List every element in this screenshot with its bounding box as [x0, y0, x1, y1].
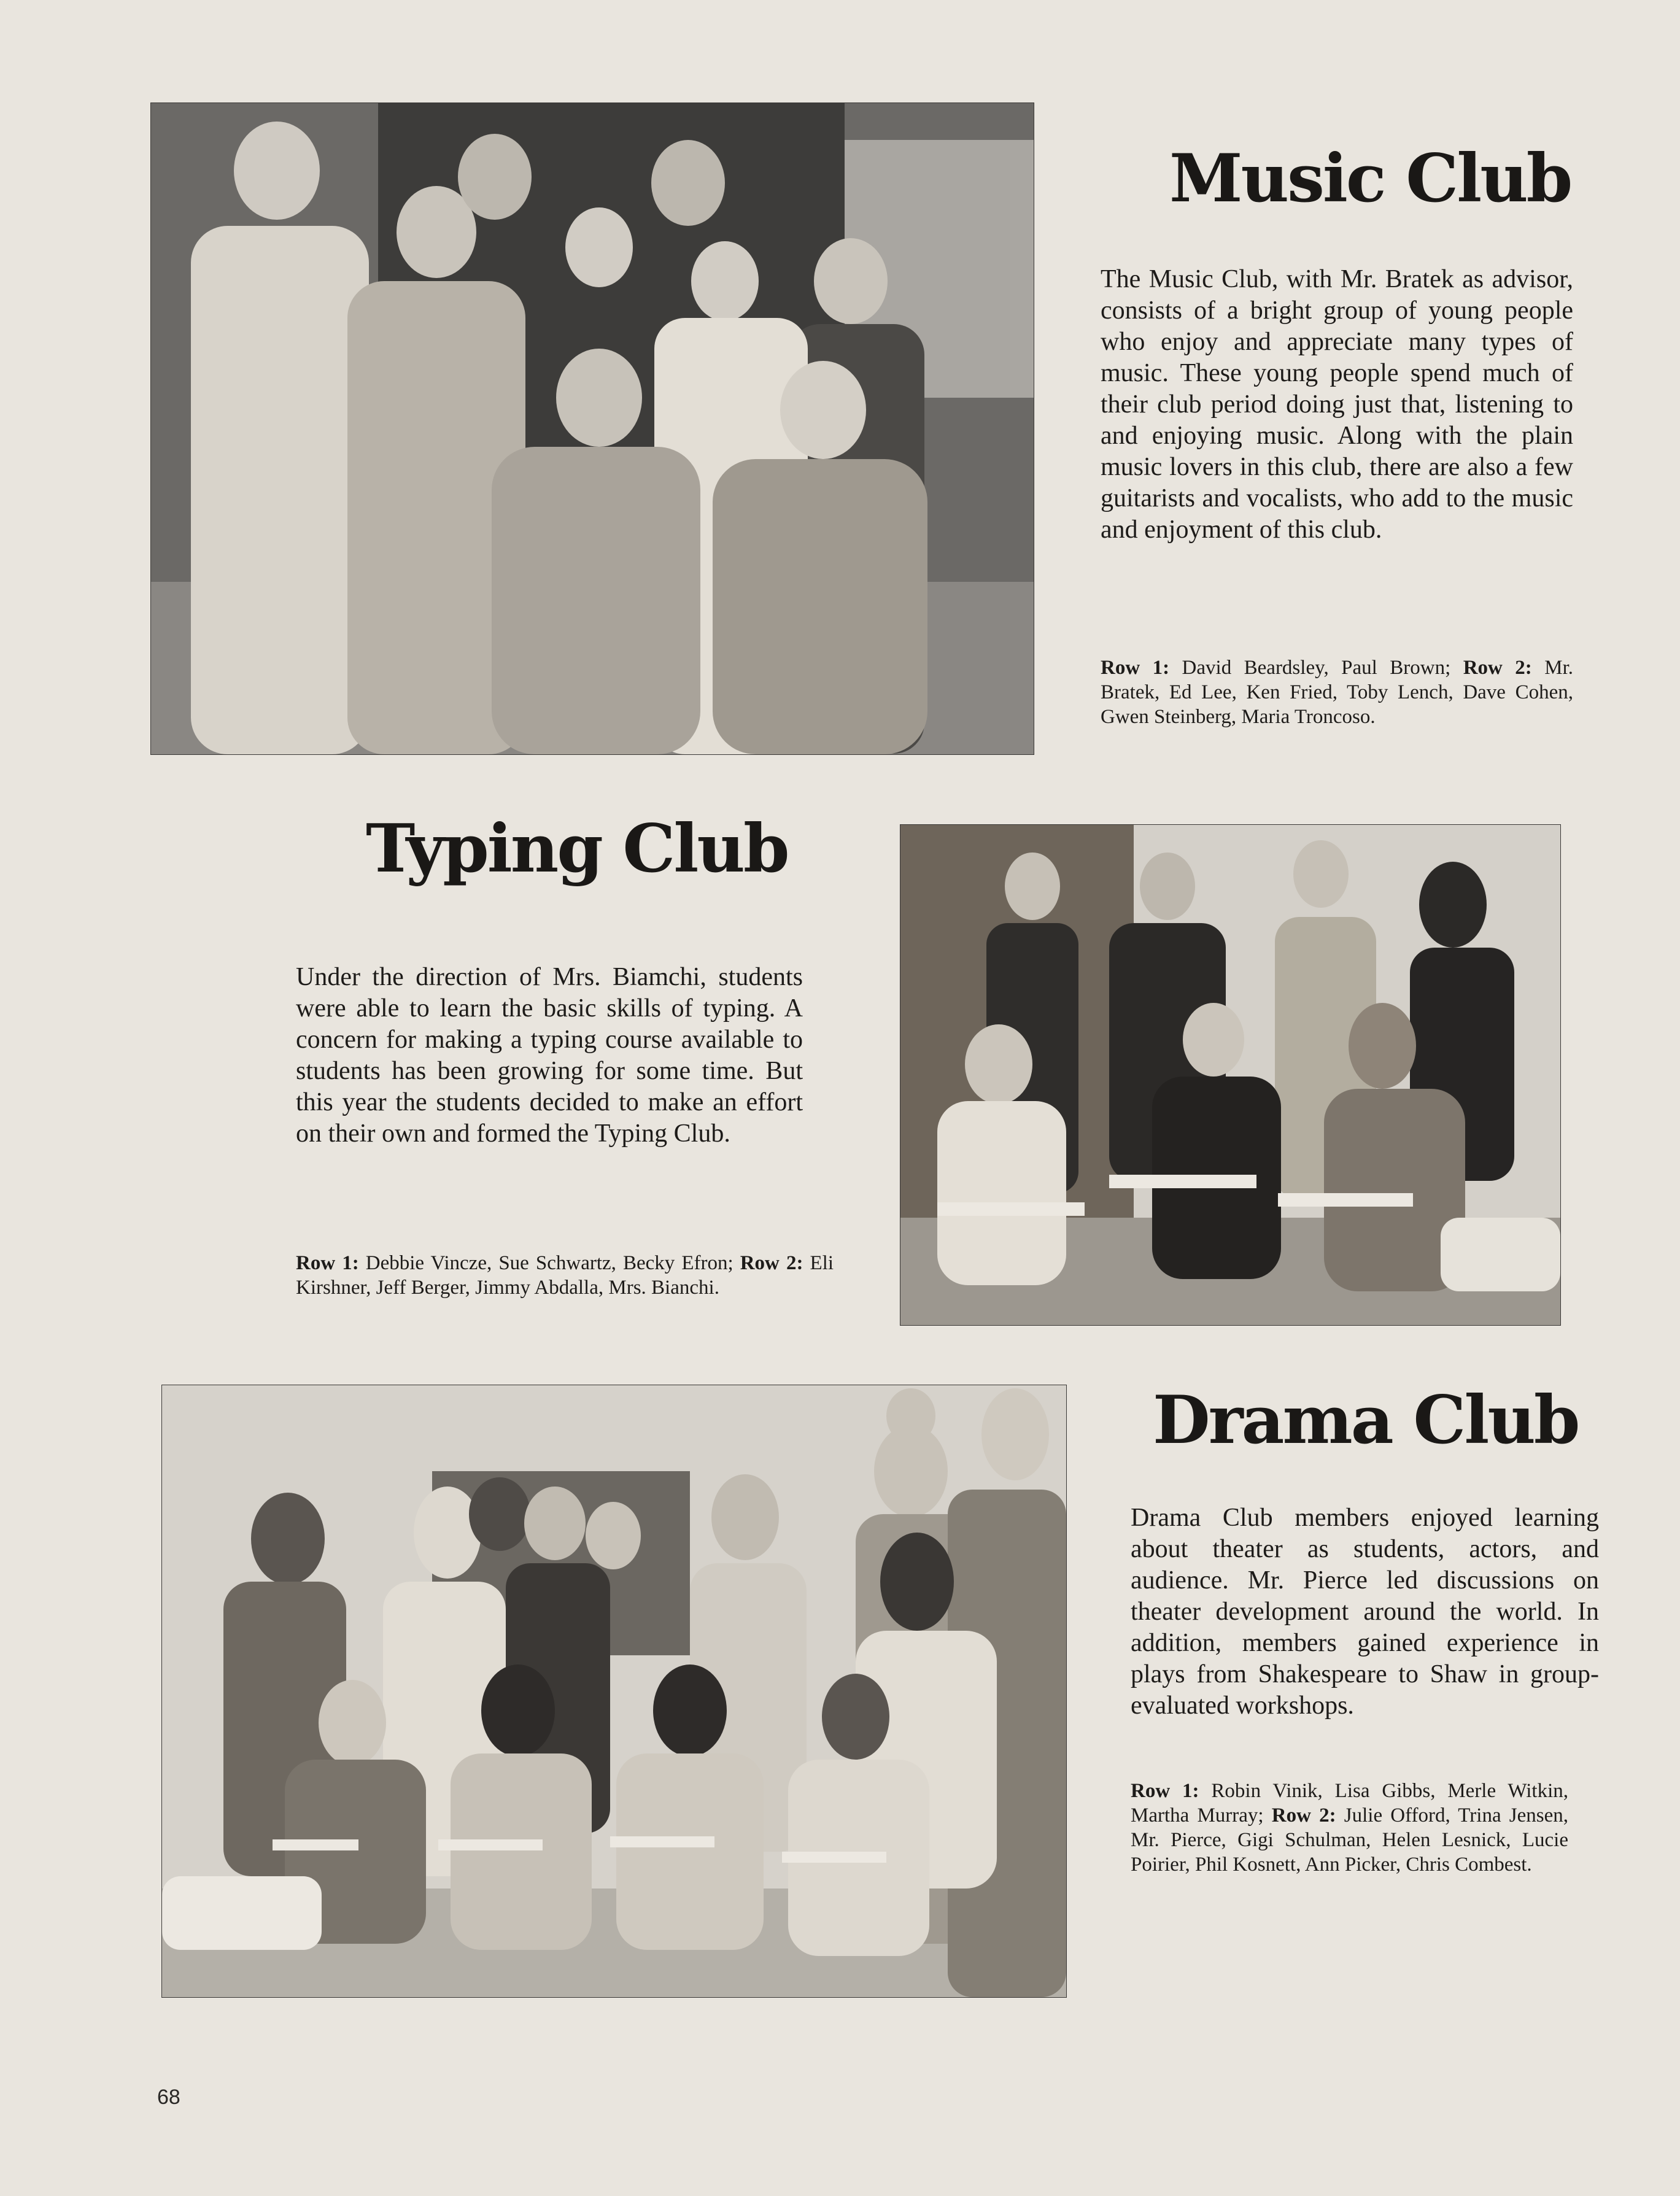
- typing-club-roster: [296, 1251, 834, 1300]
- row2-label: Row 2:: [1271, 1804, 1336, 1827]
- page-number: 68: [157, 2086, 180, 2109]
- row1-label: Row 1:: [296, 1252, 359, 1274]
- drama-club-photo: [161, 1385, 1067, 1998]
- row2-names: Mr. Bratek, Ed Lee, Ken Fried, Toby Lench, Dave Cohen, Gwen Steinberg, Maria Troncoso.: [1101, 657, 1574, 728]
- row1-label: Row 1:: [1131, 1780, 1199, 1802]
- typing-club-description: Under the direction of Mrs. Biamchi, students were able to learn the basic skills of typing. A concern for making a typing course available to students has been growing for some time. But this year the students decided to make an effort on their own and formed the Typing Club.: [296, 963, 803, 1148]
- row2-names: Eli Kirshner, Jeff Berger, Jimmy Abdalla, Mrs. Bianchi.: [296, 1252, 834, 1299]
- row1-names: Debbie Vincze, Sue Schwartz, Becky Efron;: [358, 1252, 740, 1274]
- typing-club-photo: [900, 824, 1561, 1326]
- row1-names: Robin Vinik, Lisa Gibbs, Merle Witkin, Martha Murray;: [1131, 1780, 1568, 1827]
- row1-names: David Beardsley, Paul Brown;: [1169, 657, 1463, 679]
- row2-names: Julie Offord, Trina Jensen, Mr. Pierce, Gigi Schulman, Helen Lesnick, Lucie Poirier, Phil Kosnett, Ann Picker, Chris Combest.: [1131, 1804, 1569, 1876]
- row1-label: Row 1:: [1101, 657, 1170, 679]
- drama-club-title: Drama Club: [1153, 1382, 1579, 1459]
- row2-label: Row 2:: [1463, 657, 1532, 679]
- drama-club-roster: [1131, 1779, 1568, 1877]
- music-club-title: Music Club: [1169, 140, 1571, 217]
- row2-label: Row 2:: [740, 1252, 803, 1274]
- typing-club-title: Typing Club: [366, 810, 788, 887]
- music-club-photo: [150, 102, 1034, 755]
- music-club-roster: [1101, 655, 1573, 729]
- music-club-description: The Music Club, with Mr. Bratek as advisor, consists of a bright group of young people who enjoy and appreciate many types of music. These young people spend much of their club period doing just that, listening to and enjoying music. Along with the plain music lovers in this club, there are also a few guitarists and vocalists, who add to the music and enjoyment of this club.: [1101, 265, 1573, 544]
- drama-club-description: Drama Club members enjoyed learning about theater as students, actors, and audience. Mr. Pierce led discussions on theater development around the world. In addition, members gained experience in plays from Shakespeare to Shaw in group-evaluated workshops.: [1131, 1504, 1599, 1720]
